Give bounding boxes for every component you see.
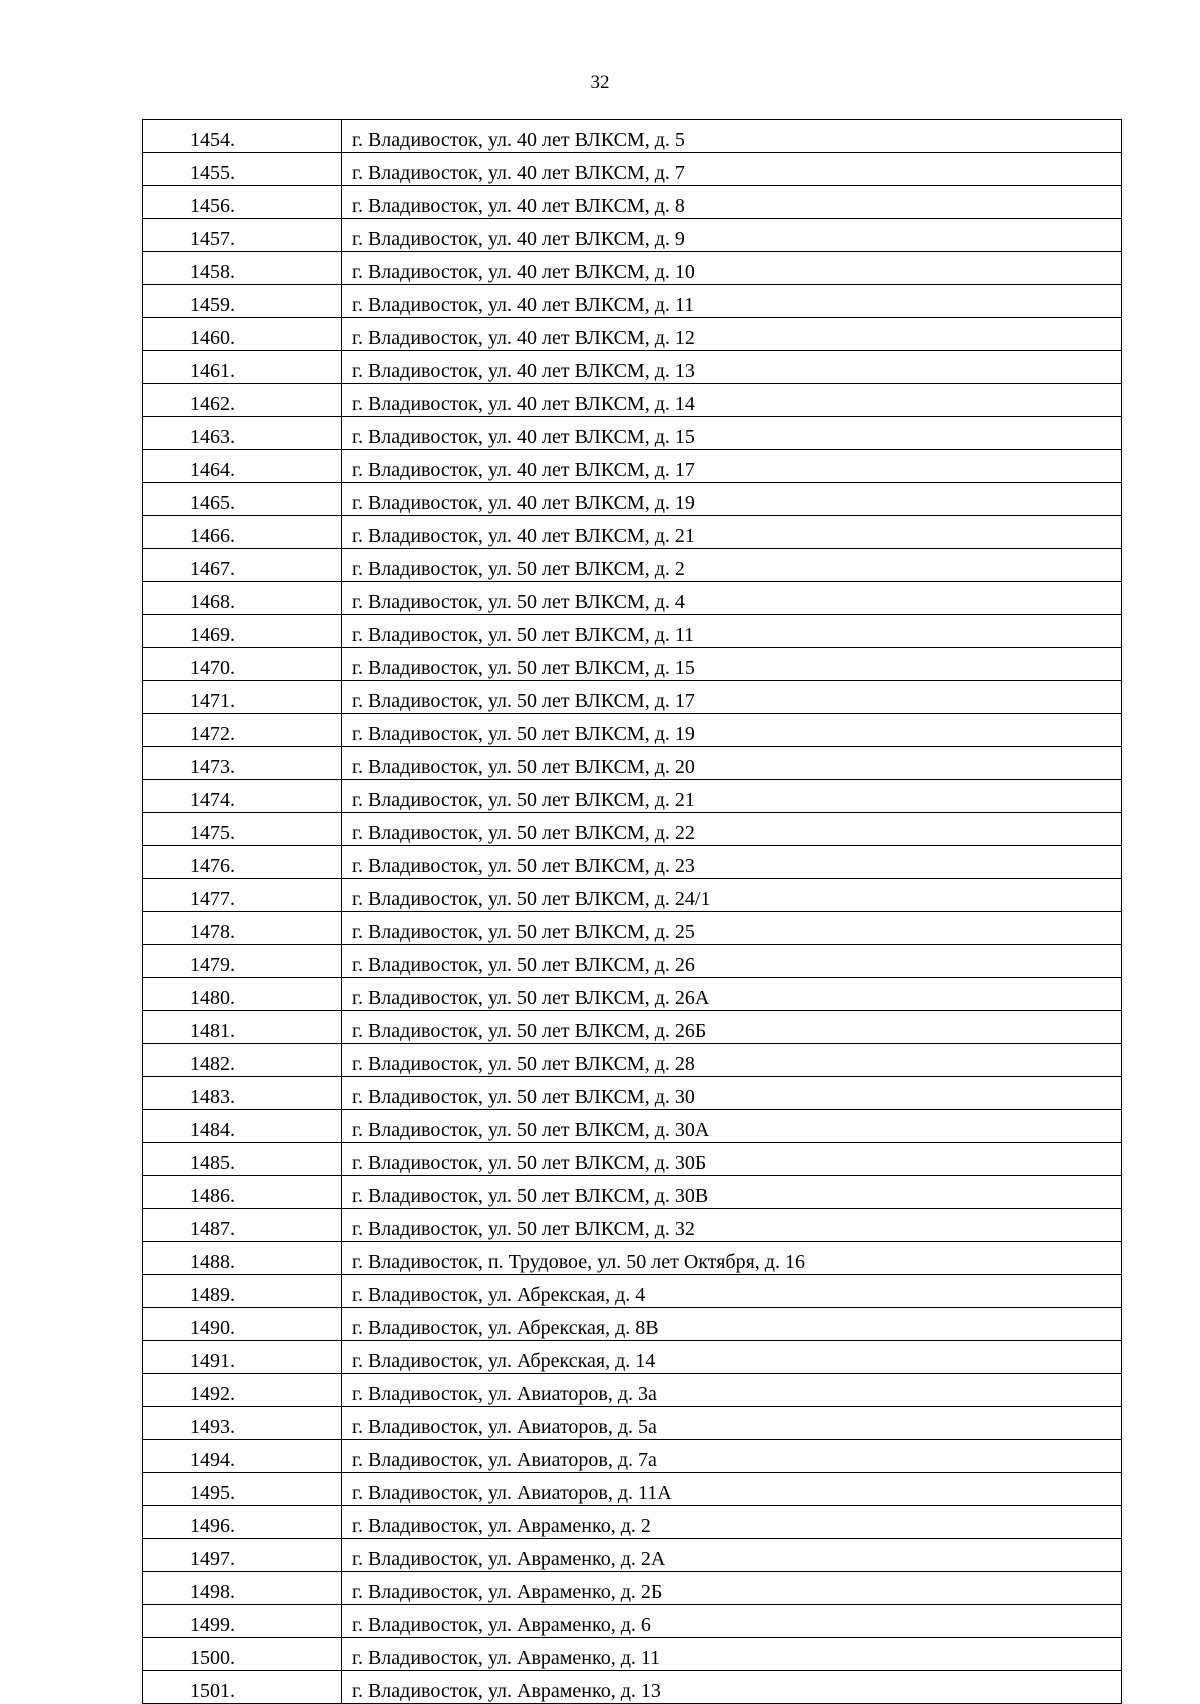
row-number-cell: 1477. <box>143 879 342 912</box>
address-table-body <box>143 120 1122 1704</box>
row-number-cell: 1494. <box>143 1440 342 1473</box>
table-row <box>143 186 1122 219</box>
row-number-cell: 1475. <box>143 813 342 846</box>
row-number-cell: 1460. <box>143 318 342 351</box>
address-cell: г. Владивосток, ул. 50 лет ВЛКСМ, д. 28 <box>342 1044 1122 1077</box>
table-row <box>143 1473 1122 1506</box>
address-cell: г. Владивосток, ул. 50 лет ВЛКСМ, д. 23 <box>342 846 1122 879</box>
address-cell: г. Владивосток, ул. 40 лет ВЛКСМ, д. 11 <box>342 285 1122 318</box>
row-number-cell: 1498. <box>143 1572 342 1605</box>
row-number-cell: 1464. <box>143 450 342 483</box>
table-row <box>143 1407 1122 1440</box>
table-row <box>143 351 1122 384</box>
row-number-cell: 1486. <box>143 1176 342 1209</box>
address-cell: г. Владивосток, ул. 50 лет ВЛКСМ, д. 19 <box>342 714 1122 747</box>
table-row <box>143 1143 1122 1176</box>
row-number-cell: 1457. <box>143 219 342 252</box>
address-cell: г. Владивосток, ул. 50 лет ВЛКСМ, д. 26 <box>342 945 1122 978</box>
address-cell: г. Владивосток, ул. 50 лет ВЛКСМ, д. 2 <box>342 549 1122 582</box>
address-cell: г. Владивосток, ул. 50 лет ВЛКСМ, д. 4 <box>342 582 1122 615</box>
row-number-cell: 1479. <box>143 945 342 978</box>
address-cell: г. Владивосток, ул. Авиаторов, д. 7а <box>342 1440 1122 1473</box>
table-row <box>143 1209 1122 1242</box>
row-number-cell: 1484. <box>143 1110 342 1143</box>
row-number-cell: 1459. <box>143 285 342 318</box>
table-row <box>143 1440 1122 1473</box>
table-row <box>143 615 1122 648</box>
row-number-cell: 1491. <box>143 1341 342 1374</box>
row-number-cell: 1492. <box>143 1374 342 1407</box>
address-cell: г. Владивосток, ул. 50 лет ВЛКСМ, д. 30 <box>342 1077 1122 1110</box>
row-number-cell: 1485. <box>143 1143 342 1176</box>
table-row <box>143 945 1122 978</box>
table-row <box>143 219 1122 252</box>
table-row <box>143 1605 1122 1638</box>
table-row <box>143 1275 1122 1308</box>
address-cell: г. Владивосток, ул. Авиаторов, д. 11А <box>342 1473 1122 1506</box>
address-cell: г. Владивосток, ул. Абрекская, д. 8В <box>342 1308 1122 1341</box>
address-cell: г. Владивосток, ул. 40 лет ВЛКСМ, д. 5 <box>342 120 1122 153</box>
table-row <box>143 516 1122 549</box>
table-row <box>143 1671 1122 1704</box>
address-cell: г. Владивосток, ул. 40 лет ВЛКСМ, д. 13 <box>342 351 1122 384</box>
address-cell: г. Владивосток, ул. 40 лет ВЛКСМ, д. 19 <box>342 483 1122 516</box>
table-row <box>143 1011 1122 1044</box>
table-row <box>143 1506 1122 1539</box>
row-number-cell: 1480. <box>143 978 342 1011</box>
table-row <box>143 681 1122 714</box>
row-number-cell: 1470. <box>143 648 342 681</box>
address-cell: г. Владивосток, ул. 50 лет ВЛКСМ, д. 26А <box>342 978 1122 1011</box>
row-number-cell: 1467. <box>143 549 342 582</box>
address-cell: г. Владивосток, ул. 50 лет ВЛКСМ, д. 25 <box>342 912 1122 945</box>
row-number-cell: 1472. <box>143 714 342 747</box>
address-cell: г. Владивосток, ул. 40 лет ВЛКСМ, д. 9 <box>342 219 1122 252</box>
table-row <box>143 1077 1122 1110</box>
table-row <box>143 1572 1122 1605</box>
row-number-cell: 1454. <box>143 120 342 153</box>
row-number-cell: 1462. <box>143 384 342 417</box>
row-number-cell: 1474. <box>143 780 342 813</box>
row-number-cell: 1455. <box>143 153 342 186</box>
address-cell: г. Владивосток, ул. 40 лет ВЛКСМ, д. 14 <box>342 384 1122 417</box>
address-cell: г. Владивосток, ул. 50 лет ВЛКСМ, д. 17 <box>342 681 1122 714</box>
row-number-cell: 1473. <box>143 747 342 780</box>
table-row <box>143 1341 1122 1374</box>
address-cell: г. Владивосток, ул. 50 лет ВЛКСМ, д. 26Б <box>342 1011 1122 1044</box>
row-number-cell: 1483. <box>143 1077 342 1110</box>
table-row <box>143 285 1122 318</box>
address-cell: г. Владивосток, ул. Авраменко, д. 2Б <box>342 1572 1122 1605</box>
row-number-cell: 1461. <box>143 351 342 384</box>
address-cell: г. Владивосток, ул. 50 лет ВЛКСМ, д. 30А <box>342 1110 1122 1143</box>
row-number-cell: 1501. <box>143 1671 342 1704</box>
row-number-cell: 1499. <box>143 1605 342 1638</box>
row-number-cell: 1466. <box>143 516 342 549</box>
address-cell: г. Владивосток, ул. 50 лет ВЛКСМ, д. 21 <box>342 780 1122 813</box>
row-number-cell: 1482. <box>143 1044 342 1077</box>
table-row <box>143 384 1122 417</box>
row-number-cell: 1481. <box>143 1011 342 1044</box>
address-cell: г. Владивосток, ул. 50 лет ВЛКСМ, д. 30В <box>342 1176 1122 1209</box>
row-number-cell: 1495. <box>143 1473 342 1506</box>
table-row <box>143 978 1122 1011</box>
address-cell: г. Владивосток, ул. 50 лет ВЛКСМ, д. 22 <box>342 813 1122 846</box>
row-number-cell: 1497. <box>143 1539 342 1572</box>
row-number-cell: 1489. <box>143 1275 342 1308</box>
address-cell: г. Владивосток, ул. Авраменко, д. 11 <box>342 1638 1122 1671</box>
table-row <box>143 1638 1122 1671</box>
row-number-cell: 1465. <box>143 483 342 516</box>
table-row <box>143 1176 1122 1209</box>
table-row <box>143 1242 1122 1275</box>
row-number-cell: 1478. <box>143 912 342 945</box>
address-cell: г. Владивосток, ул. 50 лет ВЛКСМ, д. 32 <box>342 1209 1122 1242</box>
table-row <box>143 1374 1122 1407</box>
table-row <box>143 912 1122 945</box>
row-number-cell: 1488. <box>143 1242 342 1275</box>
address-cell: г. Владивосток, ул. 50 лет ВЛКСМ, д. 15 <box>342 648 1122 681</box>
table-row <box>143 318 1122 351</box>
row-number-cell: 1500. <box>143 1638 342 1671</box>
address-cell: г. Владивосток, ул. Абрекская, д. 4 <box>342 1275 1122 1308</box>
table-row <box>143 1308 1122 1341</box>
table-row <box>143 120 1122 153</box>
address-cell: г. Владивосток, ул. Авраменко, д. 6 <box>342 1605 1122 1638</box>
address-cell: г. Владивосток, ул. 40 лет ВЛКСМ, д. 7 <box>342 153 1122 186</box>
row-number-cell: 1458. <box>143 252 342 285</box>
table-row <box>143 780 1122 813</box>
address-cell: г. Владивосток, ул. Авраменко, д. 2 <box>342 1506 1122 1539</box>
address-cell: г. Владивосток, ул. Абрекская, д. 14 <box>342 1341 1122 1374</box>
table-row <box>143 549 1122 582</box>
address-cell: г. Владивосток, ул. Авиаторов, д. 5а <box>342 1407 1122 1440</box>
table-row <box>143 252 1122 285</box>
table-row <box>143 648 1122 681</box>
address-cell: г. Владивосток, ул. Авраменко, д. 2А <box>342 1539 1122 1572</box>
table-row <box>143 1539 1122 1572</box>
address-cell: г. Владивосток, ул. 50 лет ВЛКСМ, д. 30Б <box>342 1143 1122 1176</box>
address-cell: г. Владивосток, ул. Авраменко, д. 13 <box>342 1671 1122 1704</box>
row-number-cell: 1463. <box>143 417 342 450</box>
table-row <box>143 483 1122 516</box>
address-cell: г. Владивосток, ул. 40 лет ВЛКСМ, д. 8 <box>342 186 1122 219</box>
row-number-cell: 1493. <box>143 1407 342 1440</box>
address-cell: г. Владивосток, ул. 40 лет ВЛКСМ, д. 17 <box>342 450 1122 483</box>
row-number-cell: 1456. <box>143 186 342 219</box>
row-number-cell: 1468. <box>143 582 342 615</box>
page-number: 32 <box>590 72 610 93</box>
table-row <box>143 417 1122 450</box>
table-row <box>143 714 1122 747</box>
address-cell: г. Владивосток, ул. 40 лет ВЛКСМ, д. 12 <box>342 318 1122 351</box>
address-cell: г. Владивосток, ул. 40 лет ВЛКСМ, д. 10 <box>342 252 1122 285</box>
row-number-cell: 1476. <box>143 846 342 879</box>
table-row <box>143 879 1122 912</box>
address-cell: г. Владивосток, ул. 50 лет ВЛКСМ, д. 20 <box>342 747 1122 780</box>
table-row <box>143 450 1122 483</box>
address-cell: г. Владивосток, п. Трудовое, ул. 50 лет Октября, д. 16 <box>342 1242 1122 1275</box>
table-row <box>143 1044 1122 1077</box>
row-number-cell: 1471. <box>143 681 342 714</box>
address-cell: г. Владивосток, ул. Авиаторов, д. 3а <box>342 1374 1122 1407</box>
row-number-cell: 1496. <box>143 1506 342 1539</box>
table-row <box>143 1110 1122 1143</box>
table-row <box>143 582 1122 615</box>
address-cell: г. Владивосток, ул. 40 лет ВЛКСМ, д. 21 <box>342 516 1122 549</box>
address-cell: г. Владивосток, ул. 50 лет ВЛКСМ, д. 11 <box>342 615 1122 648</box>
table-row <box>143 153 1122 186</box>
row-number-cell: 1490. <box>143 1308 342 1341</box>
address-cell: г. Владивосток, ул. 50 лет ВЛКСМ, д. 24/1 <box>342 879 1122 912</box>
address-cell: г. Владивосток, ул. 40 лет ВЛКСМ, д. 15 <box>342 417 1122 450</box>
row-number-cell: 1469. <box>143 615 342 648</box>
address-table <box>142 119 1122 1704</box>
table-row <box>143 747 1122 780</box>
table-row <box>143 846 1122 879</box>
table-row <box>143 813 1122 846</box>
row-number-cell: 1487. <box>143 1209 342 1242</box>
